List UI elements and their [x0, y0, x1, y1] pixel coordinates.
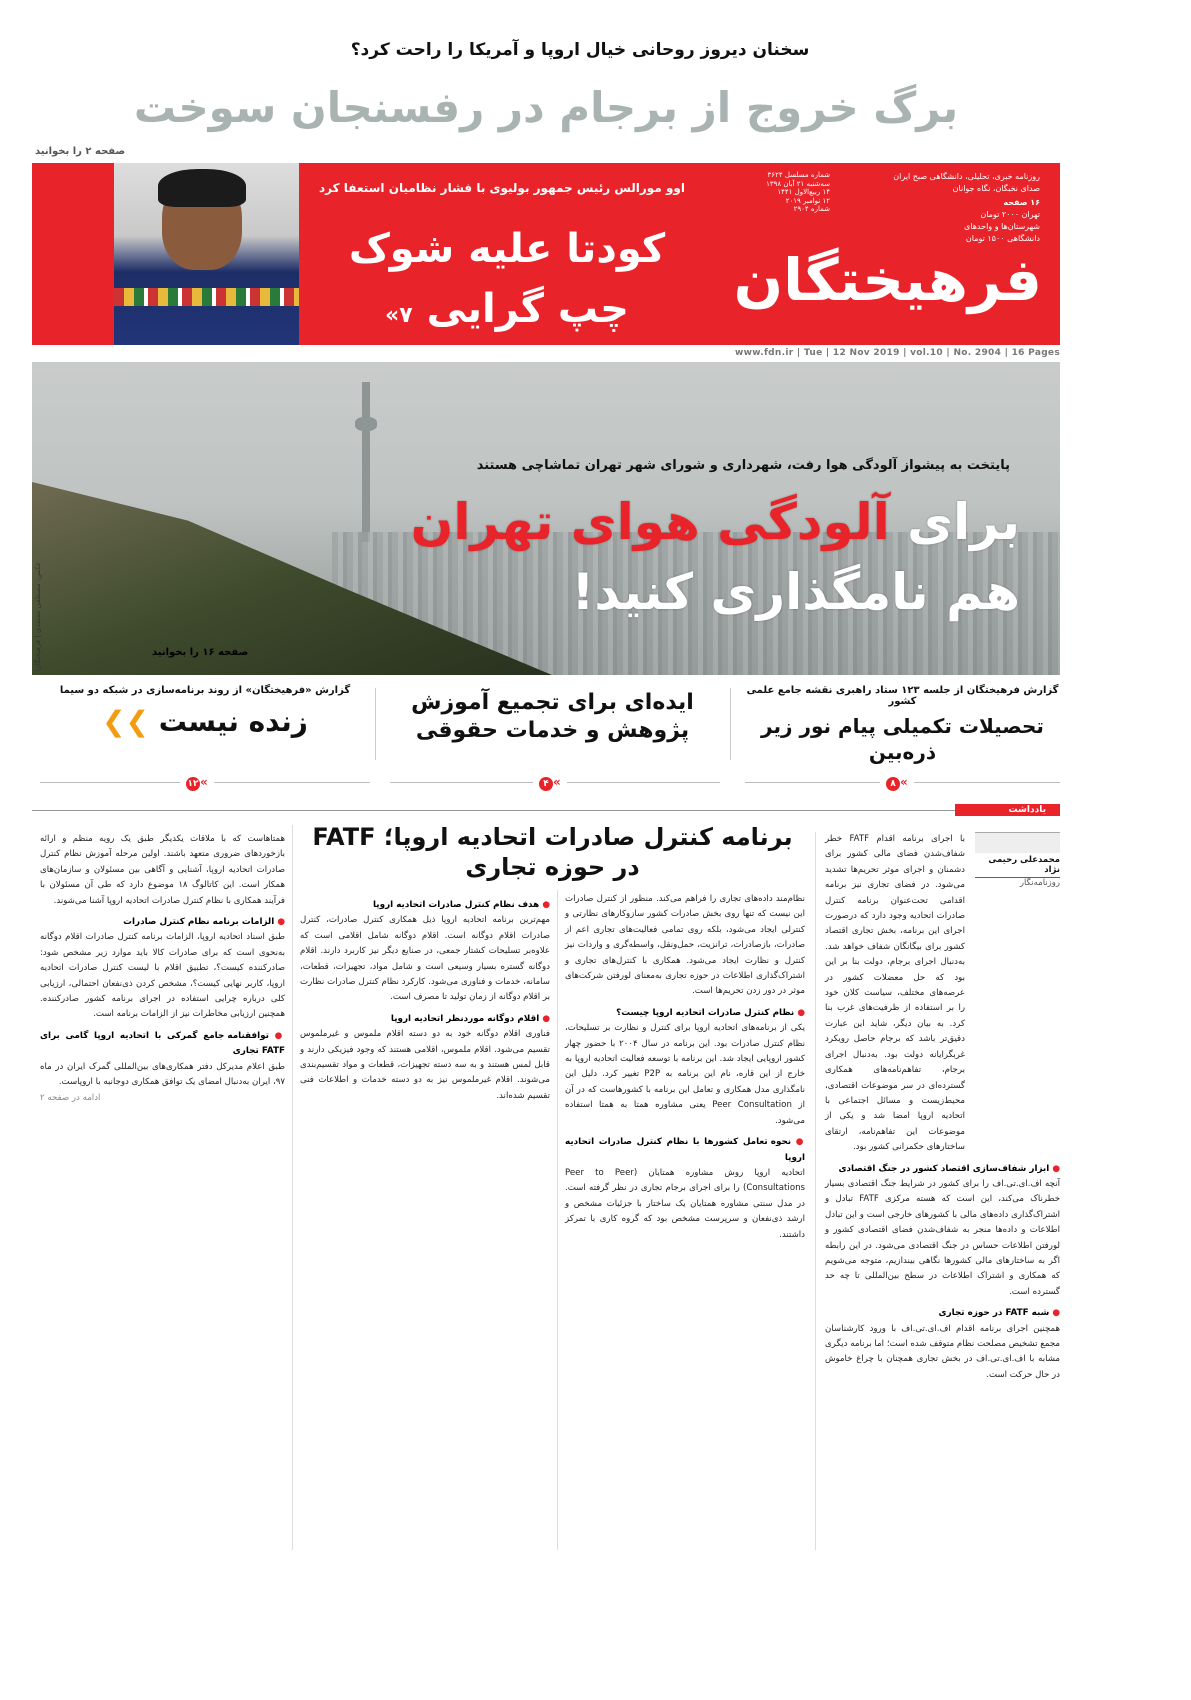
headline-word: برای: [907, 493, 1020, 551]
morales-headline[interactable]: [322, 219, 692, 346]
paragraph: طبق اعلام مدیرکل دفتر همکاری‌های بین‌المللی گمرک ایران در ماه ۹۷، ایران به‌دنبال امضای یک توافق همکاری دوجانبه با اروپاست.: [40, 1061, 285, 1088]
note-label: یادداشت: [955, 804, 1060, 816]
page-marker[interactable]: ۸ «: [880, 775, 914, 791]
hero-headline[interactable]: [260, 487, 1020, 627]
paragraph: همچنین اجرای برنامه اقدام اف.ای.تی.اف با ورود کارشناسان مجمع تشخیص مصلحت نظام متوقف شده است؛ اما برنامه دیگری مشابه با اف.ای.تی.اف در بخش تجاری همچنان با چراغ خاموش در حال حرکت است.: [825, 1323, 1060, 1380]
issue-date: شماره ۲۹۰۴: [793, 205, 830, 213]
teaser[interactable]: [745, 685, 1060, 765]
issue-date: سه‌شنبه ۲۱ آبان ۱۳۹۸: [766, 179, 830, 188]
morales-kicker: اوو مورالس رئیس جمهور بولیوی با فشار نظامیان استعفا کرد: [319, 181, 685, 195]
milad-tower-head: [355, 417, 377, 431]
subheading: ● نحوه تعامل کشورها با نظام کنترل صادرات اتحادیه اروپا: [565, 1135, 805, 1166]
paragraph: مهم‌ترین برنامه اتحادیه اروپا ذیل همکاری کنترل صادرات، کنترل صادرات اقلام دوگانه است. اقلام دوگانه شامل اقلامی است که علاوه‌بر تسلیحات کشتار جمعی، در صنایع دیگر نیز کاربرد دارند. اقلام دوگانه گستره بسیار وسیعی است و شامل مواد، تجهیزات، قطعات، سامانه، خدمات و فناوری می‌شود. کارکرد نظام کنترل صادرات نظارت بر اقلام دوگانه از زمان تولید تا مصرف است.: [300, 915, 550, 1003]
top-headline[interactable]: برگ خروج از برجام در رفسنجان سوخت: [133, 83, 959, 132]
teaser-headline: تحصیلات تکمیلی پیام نور زیر ذره‌بین: [761, 714, 1044, 764]
paragraph: فناوری اقلام دوگانه خود به دو دسته اقلام ملموس و غیرملموس تقسیم می‌شود. اقلام ملموس، اقلامی هستند که وجود فیزیکی دارند و قابل لمس هستند و به سه دسته تجهیزات، قطعات و مواد تقسیم‌بندی می‌شوند. اقلام غیرملموس نیز به دو دسته خدمات و اطلاعات فنی تقسیم شده‌اند.: [300, 1029, 550, 1101]
subheading: ● هدف نظام کنترل صادرات اتحادیه اروپا: [300, 898, 550, 913]
paragraph: طبق اسناد اتحادیه اروپا، الزامات برنامه کنترل صادرات اقلام دوگانه به‌نحوی است که برای صادرات کالا باید موارد زیر مشخص شود: صادرکننده کیست؟، تطبیق اقلام با لیست کنترل صادرات اتحادیه اروپا، کاربر نهایی کیست؟، مشخص کردن ذی‌نفعان احتمالی، ارزیابی کلی درباره چرایی استفاده در اجرای برنامه کشور صادرکننده. همچنین ارزیابی مخاطرات نیز از الزامات برنامه است.: [40, 932, 285, 1020]
masthead: [32, 163, 1060, 345]
article-column: [300, 892, 550, 1104]
page-marker[interactable]: ۴ «: [533, 775, 567, 791]
article-column: [825, 832, 1060, 1383]
show-logo-icon: ❯❯: [102, 705, 149, 738]
teaser-kicker: گزارش فرهیختگان از جلسه ۱۲۳ ستاد راهبری نقشه جامع علمی کشور: [746, 685, 1059, 707]
author-role: روزنامه‌نگار: [1019, 878, 1060, 888]
price: تهران ۲۰۰۰ تومان: [980, 210, 1040, 219]
page-count: ۱۶ صفحه: [1003, 198, 1040, 207]
hero-readmore[interactable]: صفحه ۱۶ را بخوانید: [152, 647, 249, 658]
divider: [815, 832, 816, 1550]
hero-kicker: پایتخت به پیشواز آلودگی هوا رفت، شهرداری و شورای شهر تهران تماشاچی هستند: [476, 458, 1010, 473]
issue-date: ۱۴ ربیع‌الاول ۱۴۴۱: [777, 188, 830, 196]
subheading: ● ابزار شفاف‌سازی اقتصاد کشور در جنگ اقتصادی: [825, 1162, 1060, 1177]
article-column: [40, 832, 285, 1106]
paragraph: نظام‌مند داده‌های تجاری را فراهم می‌کند. منظور از کنترل صادرات این نیست که تنها روی بخش صادرات کشور سازوکارهای نظارتی و کنترلی ایجاد می‌شود، بلکه روی تمامی فعالیت‌های تجاری اعم از صادرات، بازصادرات، ترانزیت، حمل‌ونقل، واسطه‌گری و واردات نیز کنترل و نظارت ایجاد می‌شود. همکاری با کنترل‌های تجاری و اشتراک‌گذاری اطلاعات در حوزه تجاری به‌معنای لورفتن شرکت‌های موثر در دور زدن تحریم‌ها است.: [565, 894, 805, 997]
article-headline[interactable]: برنامه کنترل صادرات اتحادیه اروپا؛ FATF در حوزه تجاری: [312, 823, 793, 881]
hair: [158, 169, 246, 207]
issue-date: شماره مسلسل ۳۶۲۴: [767, 171, 830, 179]
article-column: [565, 892, 805, 1243]
headline-line: هم نامگذاری کنید!: [571, 563, 1020, 621]
issue-strip: www.fdn.ir | Tue | 12 Nov 2019 | vol.10 | No. 2904 | 16 Pages: [734, 348, 1060, 358]
subheading: ● اقلام دوگانه موردنظر اتحادیه اروپا: [300, 1012, 550, 1027]
paragraph: یکی از برنامه‌های اتحادیه اروپا برای کنترل و نظارت بر تسلیحات، نظام کنترل صادرات بود. این برنامه در سال ۲۰۰۴ با حضور چهار کشور اروپایی ایجاد شد. این برنامه با توسعه فعالیت اتحادیه اروپا به خارج از این قاره، نام این برنامه به P2P تغییر کرد. دلیل این نامگذاری مدل همکاری و تعامل این برنامه با کشورهاست که در آن از Peer Consultation یعنی مشاوره همتا به همتا استفاده می‌شود.: [565, 1023, 806, 1126]
divider: [292, 825, 293, 1550]
paragraph: همتا‌هاست که با ملاقات یکدیگر طبق یک رویه منظم و ارائه بازخوردهای ضروری متعهد باشند. اولین مرحله آموزش نظام کنترل صادرات اتحادیه اروپا، آشنایی و آگاهی بین مسئولان و سازمان‌های همکار است. این کاتالوگ ۱۸ موضوع دارد که طی آن مسئولان با فرآیند همکاری با نظام کنترل صادرات اتحادیه اروپا آشنا می‌شوند.: [40, 834, 285, 906]
page-marker[interactable]: ۱۲ «: [180, 775, 214, 791]
page-marker[interactable]: ۷»: [384, 303, 413, 328]
subheading: ● توافقنامه جامع گمرکی با اتحادیه اروپا گامی برای FATF تجاری: [40, 1029, 285, 1060]
tagline: صدای نخبگان، نگاه جوانان: [952, 184, 1040, 193]
morales-headline-line: کودتا علیه شوک: [348, 226, 666, 272]
photo-credit: عکس: مصطفی معتمدی | فرهیختگان: [34, 562, 42, 671]
masthead-info: [840, 171, 1040, 245]
paragraph: اتحادیه اروپا روش مشاوره همتایان (Peer to Peer Consultations) را برای اجرای برجام تجاری در نظر گرفته است. در مدل سنتی مشاوره همتایان یک ساختار با جزئیات مشخص و ارشد ذی‌نفعان و سرپرست مشخص بود که گروه کاری با تمرکز داشتند.: [565, 1167, 805, 1240]
divider: [375, 688, 376, 760]
top-readmore[interactable]: صفحه ۲ را بخوانید: [35, 146, 126, 157]
continued-link[interactable]: ادامه در صفحه ۲: [40, 1092, 101, 1103]
divider: [557, 890, 558, 1550]
paragraph: آنچه اف.ای.تی.اف را برای کشور در شرایط جنگ اقتصادی بسیار خطرناک می‌کند، این است که هسته مرکزی FATF تبادل و اشتراک‌گذاری داده‌های مالی با کشورهای خارجی است و این تبادل اطلاعات و داده‌ها منجر به شفاف‌شدن فضای اقتصادی کشور و لورفتن اطلاعات حساس در جنگ اقتصادی می‌شود. در این رابطه اگر به ساختارهای مالی کشورها نگاهی بیندازیم، متوجه می‌شویم که همکاری و اشتراک اطلاعات در سطح بین‌المللی تا چه حد گسترده است.: [825, 1178, 1061, 1297]
headline-highlight: آلودگی هوای تهران: [410, 493, 890, 551]
subheading: ● شبه FATF در حوزه تجاری: [825, 1306, 1060, 1321]
hero-photo[interactable]: [32, 362, 1060, 675]
price: دانشگاهی ۱۵۰۰ تومان: [965, 234, 1040, 243]
issue-dates: [740, 171, 830, 214]
teaser-kicker: گزارش «فرهیختگان» از روند برنامه‌سازی در شبکه دو سیما: [59, 685, 351, 696]
subheading: ● الزامات برنامه نظام کنترل صادرات: [40, 915, 285, 930]
top-kicker: سخنان دیروز روحانی خیال اروپا و آمریکا را راحت کرد؟: [350, 40, 810, 60]
sash: [114, 288, 299, 306]
teaser[interactable]: [40, 685, 370, 738]
price: شهرستان‌ها و واحدهای: [964, 222, 1040, 231]
teaser-headline: ایده‌ای برای تجمیع آموزش پژوهش و خدمات حقوقی: [411, 690, 694, 743]
morales-photo: [114, 163, 299, 345]
section-divider: [32, 810, 1060, 811]
paragraph: با اجرای برنامه اقدام FATF خطر شفاف‌شدن فضای مالی کشور برای دشمنان و اجرای موثر تحریم‌ها تشدید می‌شود. در فضای تجاری نیز برنامه اقدامی تحت‌عنوان برنامه کنترل صادرات اتحادیه وجود دارد که درصورت اجرای این برنامه، بخش تجاری اقتصاد کشور برای بیگانگان شفاف خواهد شد. به‌دنبال اجرای برجام، دولت بنا بر این بود که حل معضلات کشور در عرصه‌های مختلف، سیاست کلان خود را بر استفاده از ظرفیت‌های غرب بنا کرد. به بیان دیگر، شاید این عبارت دقیق‌تر باشد که برجام حاصل رویکرد غربگرایانه دولت بود. به‌دنبال اجرای برجام، تفاهم‌نامه‌های همکاری گسترده‌ای در سر موضوعات اقتصادی، محیط‌زیست و مسائل اجتماعی با اتحادیه اروپا امضا شد و یکی از موضوعات این تفاهم‌نامه، ارتقای ساختارهای حکمرانی کشور بود.: [825, 834, 966, 1153]
issue-date: ۱۲ نوامبر ۲۰۱۹: [785, 196, 830, 205]
tagline: روزنامه خبری، تحلیلی، دانشگاهی صبح ایران: [893, 172, 1040, 181]
subheading: ● نظام کنترل صادرات اتحادیه اروپا چیست؟: [565, 1006, 805, 1021]
morales-headline-line: چپ گرایی: [426, 286, 630, 332]
teaser[interactable]: [390, 685, 715, 745]
author-name: محمدعلی رحیمی نژاد: [975, 853, 1060, 878]
teaser-headline: زنده نیست: [158, 705, 308, 738]
divider: [730, 688, 731, 760]
newspaper-logo[interactable]: فرهیختگان: [733, 246, 1042, 314]
